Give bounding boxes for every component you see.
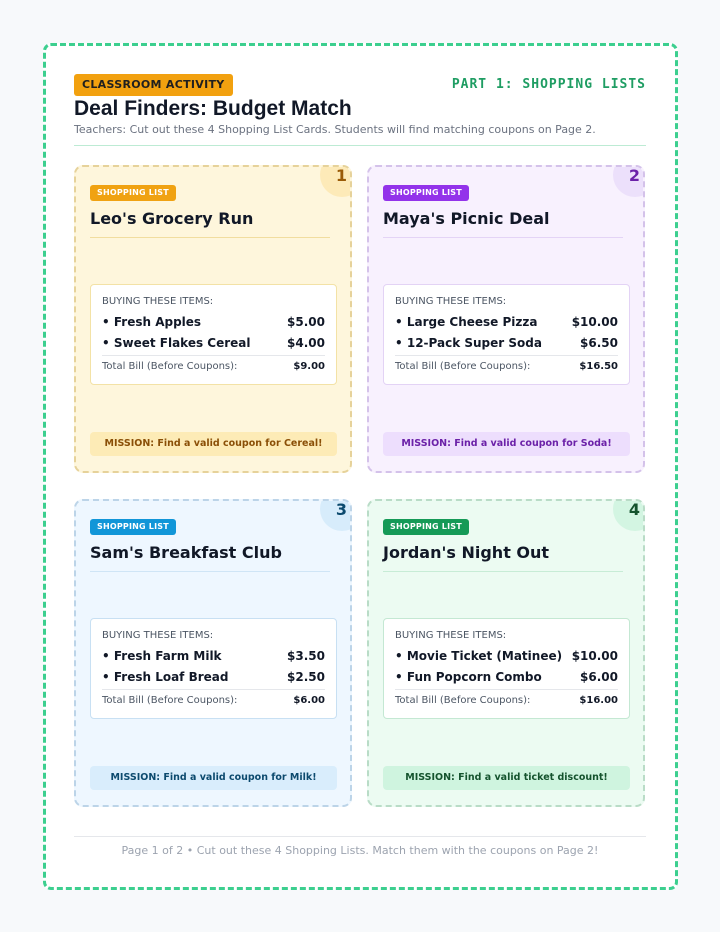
items-header: BUYING THESE ITEMS: — [102, 296, 214, 307]
card-number: 1 — [335, 166, 347, 185]
card-title: Leo's Grocery Run — [90, 209, 254, 228]
item-name: • Sweet Flakes Cereal — [102, 336, 251, 350]
total-value: $9.00 — [293, 361, 325, 372]
total-value: $16.00 — [579, 695, 618, 706]
item-price: $4.00 — [287, 336, 325, 350]
total-value: $16.50 — [579, 361, 618, 372]
list-item — [395, 649, 618, 663]
total-row — [102, 695, 325, 706]
page-title: Deal Finders: Budget Match — [74, 97, 352, 120]
shopping-list-card — [74, 165, 352, 473]
card-title-divider — [383, 237, 623, 238]
total-divider — [102, 355, 325, 356]
shopping-list-card — [74, 499, 352, 807]
items-box — [90, 618, 337, 719]
shopping-list-badge: SHOPPING LIST — [383, 519, 469, 535]
item-price: $5.00 — [287, 315, 325, 329]
total-label: Total Bill (Before Coupons): — [395, 361, 531, 372]
mission-banner: MISSION: Find a valid coupon for Soda! — [383, 432, 630, 456]
list-item — [395, 670, 618, 684]
total-row — [395, 695, 618, 706]
items-header: BUYING THESE ITEMS: — [395, 630, 507, 641]
card-title-divider — [90, 571, 330, 572]
footer-divider — [74, 836, 646, 837]
total-divider — [395, 355, 618, 356]
total-label: Total Bill (Before Coupons): — [102, 695, 238, 706]
item-name: • Fresh Loaf Bread — [102, 670, 229, 684]
card-title: Jordan's Night Out — [383, 543, 550, 562]
items-box — [383, 618, 630, 719]
activity-tag: CLASSROOM ACTIVITY — [74, 74, 233, 96]
total-divider — [102, 689, 325, 690]
item-name: • Movie Ticket (Matinee) — [395, 649, 563, 663]
list-item — [395, 336, 618, 350]
total-divider — [395, 689, 618, 690]
total-label: Total Bill (Before Coupons): — [102, 361, 238, 372]
shopping-list-badge: SHOPPING LIST — [90, 519, 176, 535]
items-box — [90, 284, 337, 385]
item-name: • 12-Pack Super Soda — [395, 336, 542, 350]
part-label: PART 1: SHOPPING LISTS — [451, 77, 646, 92]
items-box — [383, 284, 630, 385]
items-header: BUYING THESE ITEMS: — [395, 296, 507, 307]
items-header: BUYING THESE ITEMS: — [102, 630, 214, 641]
list-item — [102, 670, 325, 684]
card-number: 3 — [335, 500, 347, 519]
header-divider — [74, 145, 646, 146]
card-number: 4 — [628, 500, 640, 519]
page-subtitle: Teachers: Cut out these 4 Shopping List Cards. Students will find matching coupons on Page 2. — [74, 123, 596, 136]
card-title-divider — [383, 571, 623, 572]
total-value: $6.00 — [293, 695, 325, 706]
mission-banner: MISSION: Find a valid ticket discount! — [383, 766, 630, 790]
page-footer: Page 1 of 2 • Cut out these 4 Shopping Lists. Match them with the coupons on Page 2! — [121, 844, 599, 857]
card-number: 2 — [628, 166, 640, 185]
mission-banner: MISSION: Find a valid coupon for Milk! — [90, 766, 337, 790]
item-price: $3.50 — [287, 649, 325, 663]
item-price: $2.50 — [287, 670, 325, 684]
card-title-divider — [90, 237, 330, 238]
shopping-list-badge: SHOPPING LIST — [383, 185, 469, 201]
item-price: $6.50 — [580, 336, 618, 350]
item-name: • Large Cheese Pizza — [395, 315, 538, 329]
card-title: Maya's Picnic Deal — [383, 209, 550, 228]
item-price: $10.00 — [571, 315, 618, 329]
shopping-list-card — [367, 165, 645, 473]
mission-banner: MISSION: Find a valid coupon for Cereal! — [90, 432, 337, 456]
item-price: $6.00 — [580, 670, 618, 684]
shopping-list-card — [367, 499, 645, 807]
item-name: • Fresh Farm Milk — [102, 649, 222, 663]
shopping-list-badge: SHOPPING LIST — [90, 185, 176, 201]
list-item — [102, 649, 325, 663]
list-item — [102, 336, 325, 350]
item-name: • Fun Popcorn Combo — [395, 670, 542, 684]
total-row — [395, 361, 618, 372]
total-row — [102, 361, 325, 372]
card-title: Sam's Breakfast Club — [90, 543, 282, 562]
item-price: $10.00 — [571, 649, 618, 663]
item-name: • Fresh Apples — [102, 315, 202, 329]
list-item — [102, 315, 325, 329]
list-item — [395, 315, 618, 329]
total-label: Total Bill (Before Coupons): — [395, 695, 531, 706]
